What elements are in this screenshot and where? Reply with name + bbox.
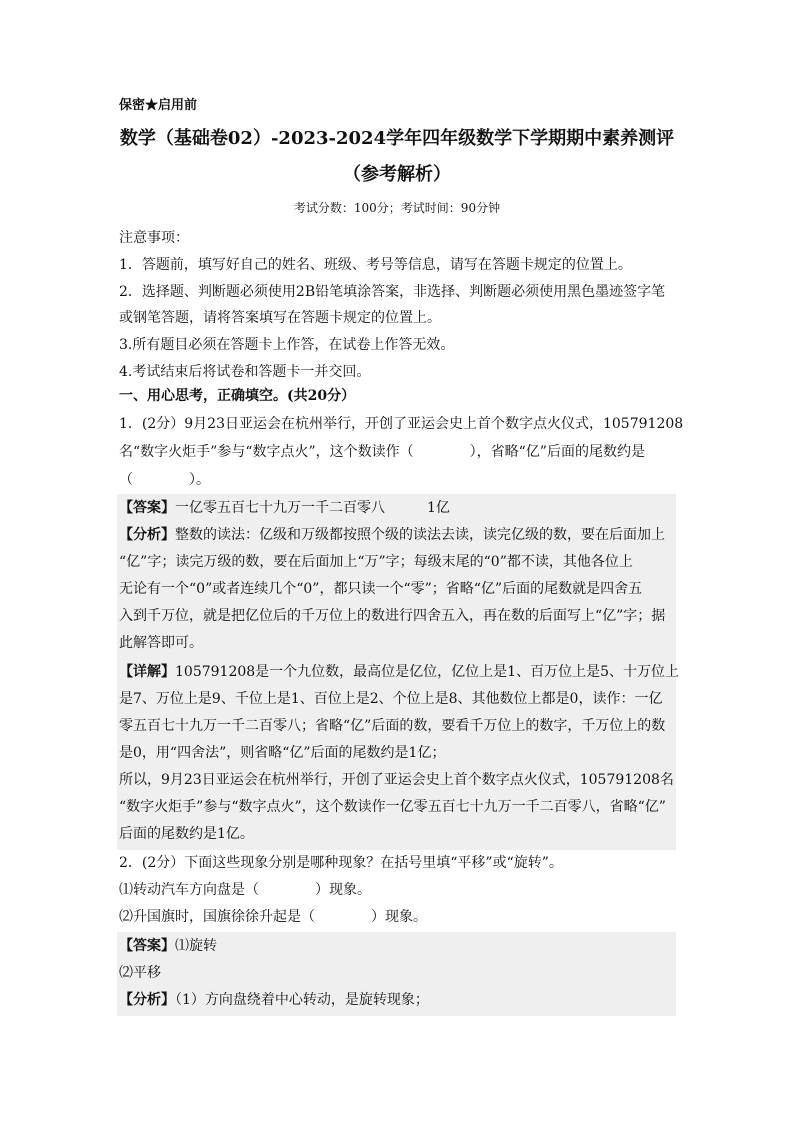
detail-text: “数字火炬手”参与“数字点火”，这个数读作一亿零五百七十九万一千二百零八，省略“亿” xyxy=(119,799,666,815)
detail-text: 105791208是一个九位数，最高位是亿位，亿位上是1、百万位上是5、十万位上 xyxy=(175,664,679,680)
analysis-tag: 【分析】 xyxy=(119,992,175,1008)
analysis-text: （1）方向盘绕着中心转动，是旋转现象； xyxy=(175,992,429,1008)
answer-text: ⑴旋转 xyxy=(175,938,217,954)
detail-text: 是7、万位上是9、千位上是1、百位上是2、个位上是8、其他数位上都是0，读作：一亿 xyxy=(119,691,663,707)
answer-line xyxy=(119,936,679,956)
answer-tag: 【答案】 xyxy=(119,500,175,516)
detail-line xyxy=(119,662,679,682)
analysis-text: “亿”字；读完万级的数，要在后面加上“万”字；每级末尾的“0”都不读，其他各位上 xyxy=(119,554,633,570)
notice-heading: 注意事项： xyxy=(119,230,189,246)
section-heading: 一、用心思考，正确填空。(共20分） xyxy=(119,388,356,404)
document-subtitle: （参考解析） xyxy=(343,164,451,185)
analysis-line xyxy=(119,990,679,1010)
detail-text: 后面的尾数约是1亿。 xyxy=(119,826,254,842)
detail-text: 所以，9月23日亚运会在杭州举行，开创了亚运会史上首个数字点火仪式，105791208名 xyxy=(119,772,674,788)
confidential-label: 保密★启用前 xyxy=(119,98,198,113)
question-text: ⑵升国旗时，国旗徐徐升起是（ ）现象。 xyxy=(119,909,427,925)
analysis-text: 无论有一个“0”或者连续几个“0”，都只读一个“零”；省略“亿”后面的尾数就是四舍五 xyxy=(119,581,643,597)
question-text: 1．(2分）9月23日亚运会在杭州举行，开创了亚运会史上首个数字点火仪式，105791208 xyxy=(119,416,684,432)
detail-text: 零五百七十九万一千二百零八；省略“亿”后面的数，要看千万位上的数字，千万位上的数 xyxy=(119,718,666,734)
document-title: 数学（基础卷02）-2023-2024学年四年级数学下学期期中素养测评 xyxy=(119,128,675,149)
notice-item: 2．选择题、判断题必须使用2B铅笔填涂答案，非选择、判断题必须使用黑色墨迹签字笔 xyxy=(119,284,666,300)
answer-line xyxy=(119,498,679,518)
answer-tag: 【答案】 xyxy=(119,938,175,954)
exam-info: 考试分数：100分；考试时间：90分钟 xyxy=(293,201,501,215)
analysis-text: 此解答即可。 xyxy=(119,635,203,651)
notice-item: 或钢笔答题，请将答案填写在答题卡规定的位置上。 xyxy=(119,310,441,326)
question-text: （ ）。 xyxy=(119,472,210,488)
analysis-line xyxy=(119,525,679,545)
notice-item: 3.所有题目必须在答题卡上作答，在试卷上作答无效。 xyxy=(119,337,455,353)
question-text: 2．(2分）下面这些现象分别是哪种现象？在括号里填“平移”或“旋转”。 xyxy=(119,855,563,871)
question-text: ⑴转动汽车方向盘是（ ）现象。 xyxy=(119,882,371,898)
detail-tag: 【详解】 xyxy=(119,664,175,680)
answer-text: ⑵平移 xyxy=(119,965,161,981)
question-text: 名“数字火炬手”参与“数字点火”，这个数读作（ ），省略“亿”后面的尾数约是 xyxy=(119,444,645,460)
analysis-text: 入到千万位，就是把亿位后的千万位上的数进行四舍五入，再在数的后面写上“亿”字；据 xyxy=(119,608,666,624)
answer-text: 一亿零五百七十九万一千二百零八 1亿 xyxy=(175,500,450,516)
notice-item: 1．答题前，填写好自己的姓名、班级、考号等信息，请写在答题卡规定的位置上。 xyxy=(119,257,632,273)
notice-item: 4.考试结束后将试卷和答题卡一并交回。 xyxy=(119,364,371,380)
detail-text: 是0，用“四舍法”，则省略“亿”后面的尾数约是1亿； xyxy=(119,745,446,761)
analysis-text: 整数的读法：亿级和万级都按照个级的读法去读，读完亿级的数，要在后面加上 xyxy=(175,527,665,543)
analysis-tag: 【分析】 xyxy=(119,527,175,543)
